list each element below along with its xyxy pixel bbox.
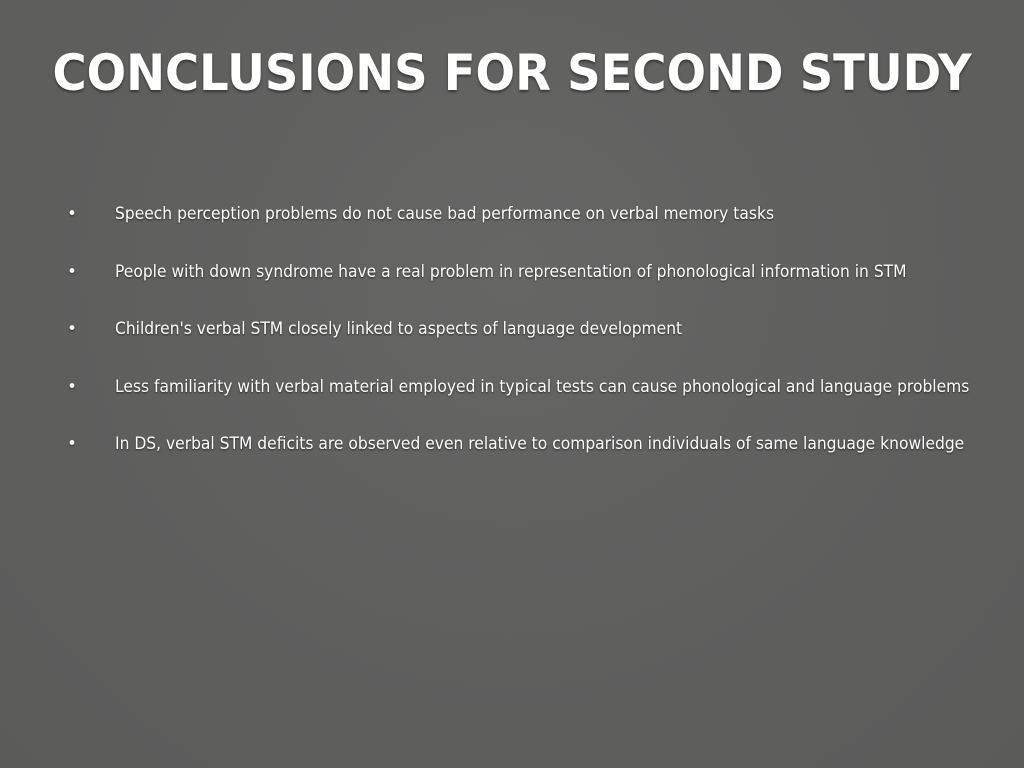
bullet-icon: • — [67, 434, 77, 453]
bullet-icon: • — [67, 376, 77, 396]
list-item — [0, 312, 1024, 370]
slide-title: CONCLUSIONS FOR SECOND STUDY — [52, 44, 972, 102]
list-item — [0, 427, 1024, 485]
bullet-icon: • — [67, 261, 77, 281]
bullet-text: Children's verbal STM closely linked to aspects of language development — [115, 319, 683, 338]
bullet-icon: • — [67, 204, 77, 223]
list-item — [0, 370, 1024, 428]
bullet-list — [0, 197, 1024, 485]
bullet-text: Less familiarity with verbal material employed in typical tests can cause phonological and language problems — [115, 376, 970, 396]
bullet-text: Speech perception problems do not cause bad performance on verbal memory tasks — [115, 204, 775, 223]
list-item — [0, 255, 1024, 313]
list-item — [0, 197, 1024, 255]
bullet-text: People with down syndrome have a real problem in representation of phonological information in STM — [115, 261, 907, 281]
bullet-icon: • — [67, 319, 77, 338]
bullet-text: In DS, verbal STM deficits are observed even relative to comparison individuals of same language knowledge — [115, 434, 965, 453]
